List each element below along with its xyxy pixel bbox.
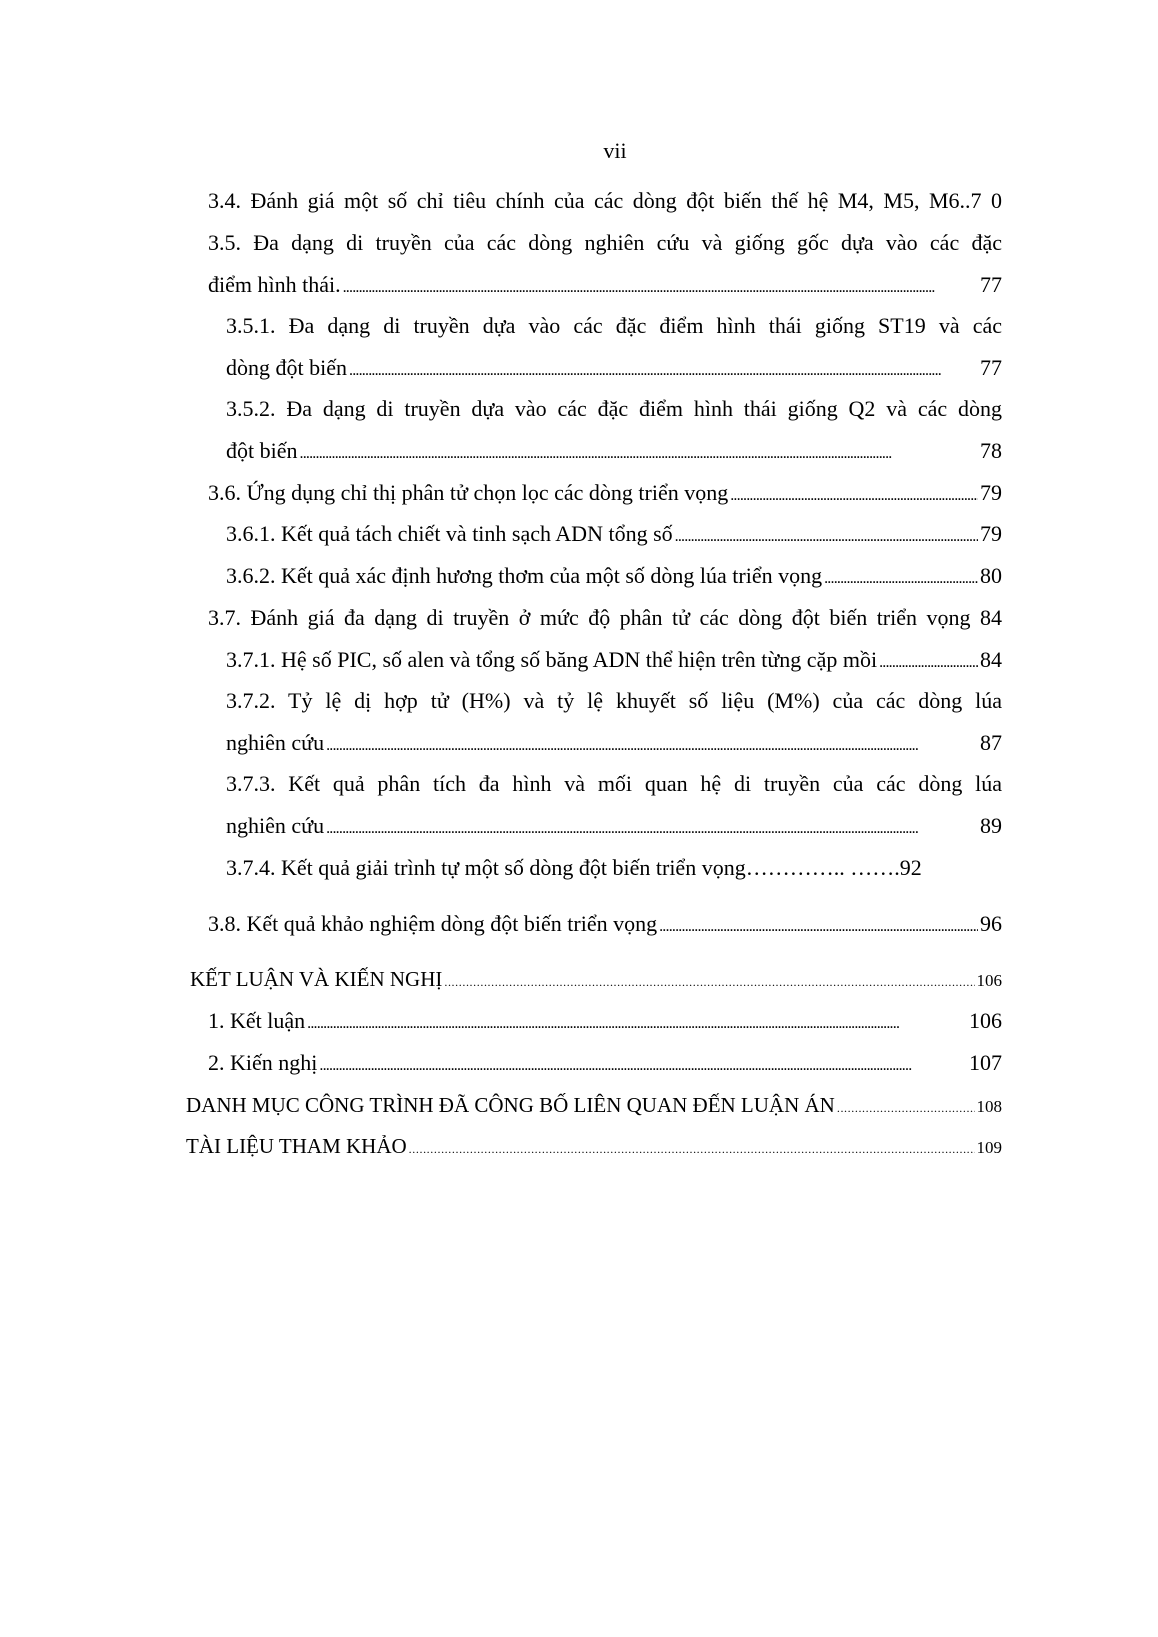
toc-entry-text: 3.7.1. Hệ số PIC, số alen và tổng số băng ADN thể hiện trên từng cặp mồi (226, 647, 878, 672)
leader-dots (307, 1008, 967, 1037)
toc-entry-text: nghiên cứu (226, 730, 325, 755)
toc-entry-ket-luan-kien-nghi[interactable] (190, 966, 1002, 995)
toc-entry-text: 3.6.2. Kết quả xác định hương thơm của một số dòng lúa triển vọng (226, 563, 823, 588)
toc-entry-text: 3.5.2. Đa dạng di truyền dựa vào các đặc điểm hình thái giống Q2 và các dòng (226, 396, 1002, 421)
leader-dots (675, 521, 978, 550)
toc-page-number: 80 (980, 563, 1002, 588)
toc-entry-kien-nghi[interactable] (208, 1050, 1002, 1079)
toc-page-number: 84 (980, 647, 1002, 672)
toc-entry-3-5-1-cont[interactable] (226, 355, 1002, 384)
leader-dots (300, 438, 979, 467)
toc-entry-3-8[interactable] (208, 911, 1002, 940)
toc-page-number: 96 (980, 911, 1002, 936)
toc-entry-text: đột biến (226, 438, 298, 463)
leader-dots (343, 272, 978, 301)
toc-entry-text: 3.6.1. Kết quả tách chiết và tinh sạch ADN tổng số (226, 521, 673, 546)
toc-entry-text: 3.4. Đánh giá một số chỉ tiêu chính của các dòng đột biến thế hệ M4, M5, M6..7 0 (208, 188, 1002, 213)
toc-entry-3-7-4[interactable] (226, 855, 1002, 881)
leader-dots (319, 1050, 967, 1079)
toc-entry-3-4[interactable] (208, 188, 1002, 214)
toc-page-number: 77 (980, 272, 1002, 297)
toc-entry-3-7-2[interactable] (226, 688, 1002, 714)
toc-entry-3-7-2-cont[interactable] (226, 730, 1002, 759)
toc-entry-danh-muc-cong-trinh[interactable] (186, 1092, 1002, 1121)
toc-page-number: 78 (980, 438, 1002, 463)
leader-dots (409, 1133, 975, 1162)
leader-dots (444, 966, 974, 995)
page-number: vii (603, 138, 627, 163)
toc-entry-3-6[interactable] (208, 480, 1002, 509)
toc-page-number: 79 (980, 521, 1002, 546)
leader-dots (349, 355, 978, 384)
toc-entry-text: 2. Kiến nghị (208, 1050, 318, 1075)
toc-entry-text: 3.7.4. Kết quả giải trình tự một số dòng đột biến triển vọng………….. …….92 (226, 855, 922, 880)
toc-entry-text: 3.7.2. Tỷ lệ dị hợp tử (H%) và tỷ lệ khuyết số liệu (M%) của các dòng lúa (226, 688, 1002, 713)
toc-entry-ket-luan[interactable] (208, 1008, 1002, 1037)
toc-page-number: 79 (980, 480, 1002, 505)
toc-entry-text: KẾT LUẬN VÀ KIẾN NGHỊ (190, 967, 443, 991)
toc-entry-3-5-2[interactable] (226, 396, 1002, 422)
toc-entry-text: TÀI LIỆU THAM KHẢO (186, 1134, 407, 1158)
toc-page-number: 106 (976, 971, 1002, 990)
leader-dots (837, 1092, 975, 1121)
toc-entry-3-6-2[interactable] (226, 563, 1002, 592)
toc-entry-3-7-3-cont[interactable] (226, 813, 1002, 842)
toc-entry-3-5-cont[interactable] (208, 272, 1002, 301)
toc-entry-text: 3.7.3. Kết quả phân tích đa hình và mối quan hệ di truyền của các dòng lúa (226, 771, 1002, 796)
leader-dots (730, 480, 978, 509)
leader-dots (326, 730, 978, 759)
toc-entry-3-7-3[interactable] (226, 771, 1002, 797)
toc-entry-text: 3.6. Ứng dụng chỉ thị phân tử chọn lọc các dòng triển vọng (208, 480, 729, 505)
leader-dots (659, 911, 978, 940)
toc-entry-3-5-1[interactable] (226, 313, 1002, 339)
leader-dots (326, 813, 978, 842)
toc-entry-text: 3.7. Đánh giá đa dạng di truyền ở mức độ phân tử các dòng đột biến triển vọng 84 (208, 605, 1002, 630)
toc-page-number: 109 (976, 1138, 1002, 1157)
toc-entry-tai-lieu-tham-khao[interactable] (186, 1133, 1002, 1162)
toc-page-number: 87 (980, 730, 1002, 755)
toc-entry-3-5[interactable] (208, 230, 1002, 256)
toc-entry-text: DANH MỤC CÔNG TRÌNH ĐÃ CÔNG BỐ LIÊN QUAN ĐẾN LUẬN ÁN (186, 1093, 835, 1117)
toc-entry-text: nghiên cứu (226, 813, 325, 838)
toc-page-number: 108 (976, 1097, 1002, 1116)
toc-page-number: 77 (980, 355, 1002, 380)
toc-entry-text: 3.5.1. Đa dạng di truyền dựa vào các đặc điểm hình thái giống ST19 và các (226, 313, 1002, 338)
leader-dots (824, 563, 978, 592)
toc-entry-3-5-2-cont[interactable] (226, 438, 1002, 467)
toc-page-number: 107 (969, 1050, 1002, 1075)
toc-page-number: 106 (969, 1008, 1002, 1033)
toc-entry-text: 1. Kết luận (208, 1008, 306, 1033)
toc-entry-text: dòng đột biến (226, 355, 347, 380)
toc-entry-3-7-1[interactable] (226, 647, 1002, 676)
toc-entry-3-7[interactable] (208, 605, 1002, 631)
toc-entry-3-6-1[interactable] (226, 521, 1002, 550)
toc-entry-text: 3.5. Đa dạng di truyền của các dòng nghiên cứu và giống gốc dựa vào các đặc (208, 230, 1002, 255)
toc-page-number: 89 (980, 813, 1002, 838)
leader-dots (879, 647, 978, 676)
toc-entry-text: điểm hình thái. (208, 272, 341, 297)
toc-entry-text: 3.8. Kết quả khảo nghiệm dòng đột biến triển vọng (208, 911, 658, 936)
